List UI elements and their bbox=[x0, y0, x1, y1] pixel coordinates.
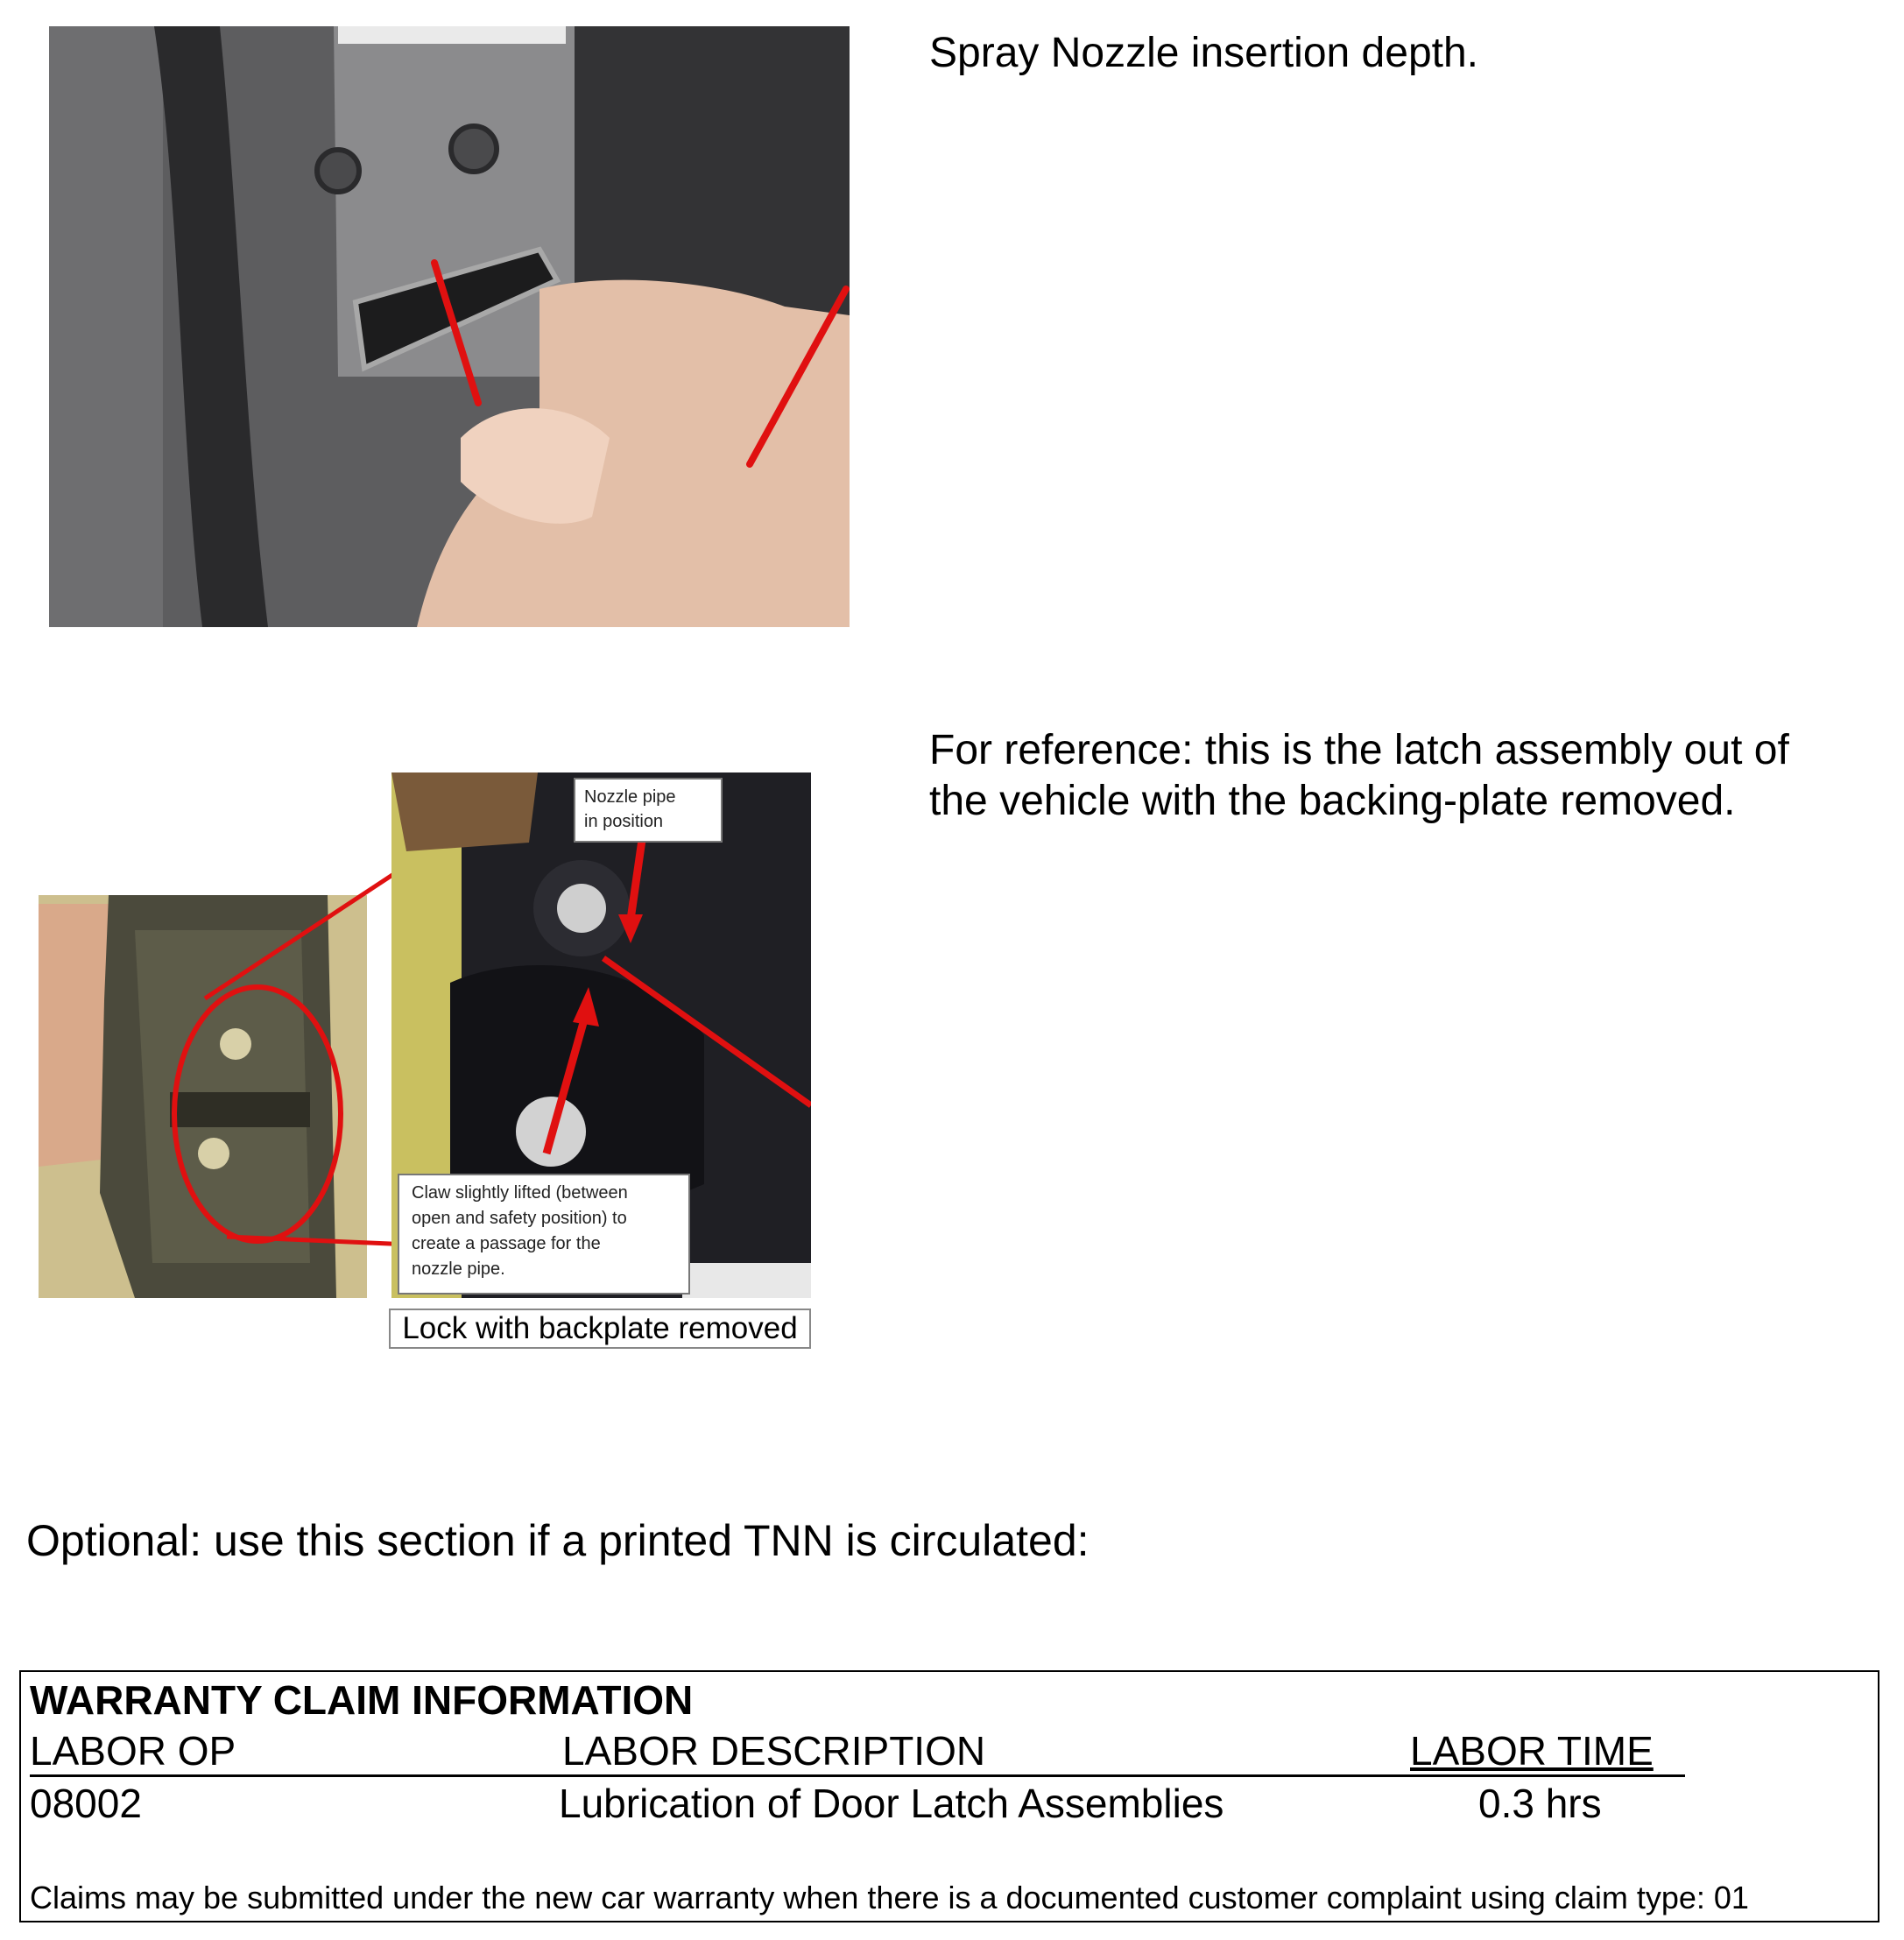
nozzle-pipe-label-line: in position bbox=[584, 812, 664, 831]
claw-label-line: create a passage for the bbox=[412, 1234, 601, 1253]
header-divider bbox=[30, 1774, 1685, 1777]
nozzle-pipe-label-line: Nozzle pipe bbox=[584, 787, 676, 807]
warranty-title: WARRANTY CLAIM INFORMATION bbox=[30, 1677, 694, 1723]
warranty-claim-box bbox=[19, 1670, 1879, 1922]
claw-label bbox=[398, 1174, 690, 1295]
labor-description-value: Lubrication of Door Latch Assemblies bbox=[559, 1781, 1224, 1826]
claims-note: Claims may be submitted under the new car warranty when there is a documented customer complaint using claim type: 01 bbox=[30, 1880, 1749, 1915]
claw-label-line: Claw slightly lifted (between bbox=[412, 1183, 628, 1203]
labor-description-header: LABOR DESCRIPTION bbox=[562, 1728, 986, 1774]
claw-label-line: nozzle pipe. bbox=[412, 1259, 505, 1279]
optional-section-note: Optional: use this section if a printed TNN is circulated: bbox=[26, 1516, 1090, 1565]
lock-backplate-caption: Lock with backplate removed bbox=[389, 1309, 811, 1349]
claw-label-line: open and safety position) to bbox=[412, 1209, 627, 1228]
labor-time-header: LABOR TIME bbox=[1410, 1728, 1654, 1774]
labor-op-header: LABOR OP bbox=[30, 1728, 236, 1774]
nozzle-depth-caption: Spray Nozzle insertion depth. bbox=[929, 30, 1478, 76]
labor-time-value: 0.3 hrs bbox=[1478, 1781, 1602, 1826]
nozzle-insertion-photo bbox=[49, 26, 850, 627]
labor-op-value: 08002 bbox=[30, 1781, 142, 1826]
latch-reference-caption: For reference: this is the latch assembly out of the vehicle with the backing-plate removed. bbox=[929, 727, 1789, 824]
nozzle-pipe-label bbox=[574, 778, 723, 843]
